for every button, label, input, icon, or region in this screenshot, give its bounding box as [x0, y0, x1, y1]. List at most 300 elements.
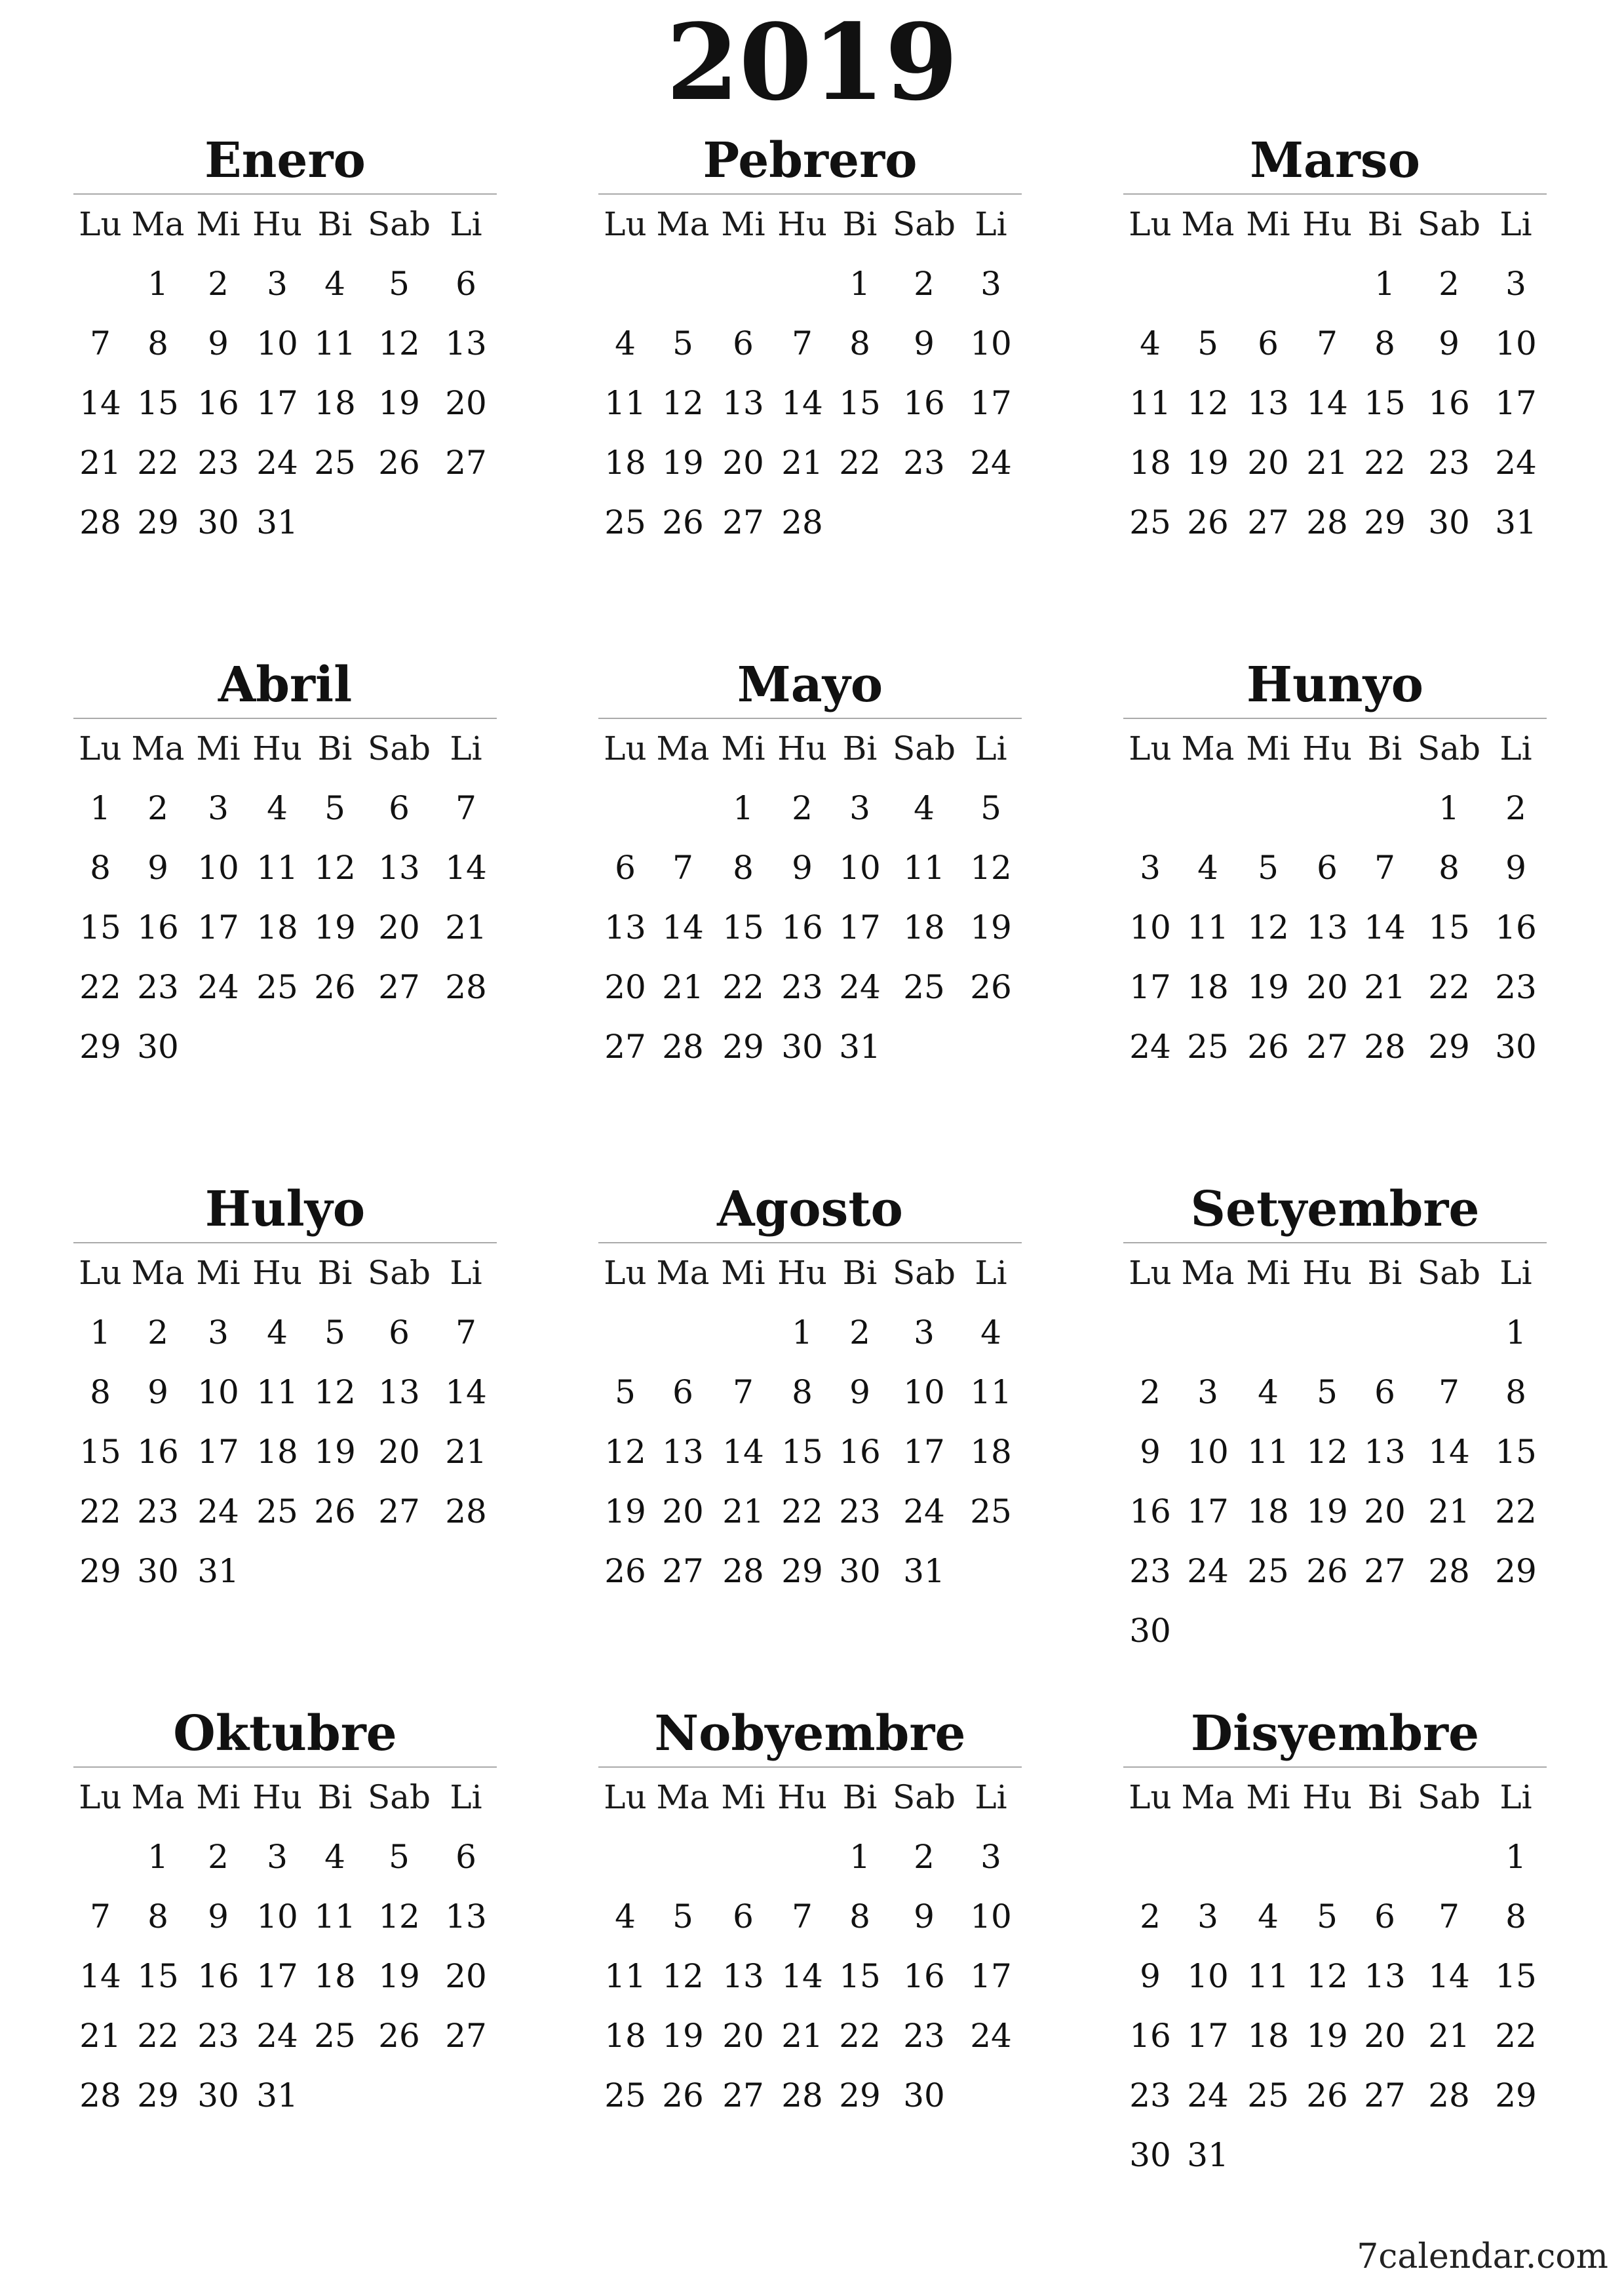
day-cell: 21 — [722, 1492, 764, 1530]
weekday-header: Mi — [196, 205, 241, 243]
day-cell: 6 — [1317, 849, 1338, 887]
day-cell: 7 — [1439, 1897, 1460, 1936]
day-cell: 13 — [722, 1957, 764, 1995]
day-cell: 17 — [970, 1957, 1012, 1995]
day-cell: 26 — [378, 2017, 420, 2055]
weekday-header: Li — [450, 1254, 482, 1292]
day-cell: 23 — [137, 1492, 179, 1530]
day-cell: 28 — [662, 1028, 704, 1066]
day-cell: 22 — [137, 2017, 179, 2055]
day-cell: 27 — [722, 503, 764, 541]
day-cell: 27 — [662, 1552, 704, 1590]
day-cell: 21 — [1364, 968, 1406, 1006]
day-cell: 23 — [197, 2017, 239, 2055]
day-cell: 16 — [1495, 908, 1537, 946]
weekday-header: Hu — [1302, 730, 1352, 768]
weekday-header: Lu — [79, 205, 122, 243]
day-cell: 29 — [722, 1028, 764, 1066]
day-cell: 25 — [1129, 503, 1171, 541]
weekday-header: Sab — [1417, 205, 1481, 243]
day-cell: 19 — [1247, 968, 1289, 1006]
day-cell: 26 — [1306, 1552, 1348, 1590]
weekday-header: Hu — [252, 205, 302, 243]
day-cell: 2 — [1439, 265, 1460, 303]
day-cell: 24 — [970, 2017, 1012, 2055]
day-cell: 12 — [662, 384, 704, 422]
day-cell: 26 — [604, 1552, 646, 1590]
weekday-header: Ma — [1181, 730, 1235, 768]
weekday-header: Mi — [721, 1778, 765, 1816]
day-cell: 30 — [781, 1028, 823, 1066]
day-cell: 8 — [792, 1373, 813, 1411]
day-cell: 30 — [1129, 1612, 1171, 1650]
day-cell: 7 — [1439, 1373, 1460, 1411]
weekday-header: Ma — [131, 730, 185, 768]
day-cell: 18 — [1187, 968, 1229, 1006]
day-cell: 27 — [378, 968, 420, 1006]
day-cell: 3 — [1197, 1897, 1218, 1936]
day-cell: 5 — [672, 324, 693, 362]
day-cell-empty — [652, 1827, 714, 1887]
day-cell: 28 — [1364, 1028, 1406, 1066]
weekday-header: Hu — [252, 1254, 302, 1292]
day-cell: 27 — [445, 2017, 487, 2055]
day-cell: 1 — [90, 789, 111, 827]
weekday-header: Sab — [367, 1778, 431, 1816]
day-cell-empty — [652, 254, 714, 314]
weekday-header: Sab — [892, 205, 956, 243]
day-cell: 16 — [137, 1433, 179, 1471]
day-cell: 14 — [722, 1433, 764, 1471]
day-cell: 20 — [445, 384, 487, 422]
day-cell: 22 — [1495, 1492, 1537, 1530]
weekday-header: Mi — [1246, 730, 1290, 768]
day-cell-empty — [1239, 1827, 1298, 1887]
day-cell: 24 — [1187, 2076, 1229, 2114]
day-cell: 5 — [615, 1373, 636, 1411]
day-cell: 15 — [79, 1433, 121, 1471]
day-cell: 12 — [1306, 1433, 1348, 1471]
month-name: Disyembre — [1123, 1701, 1547, 1768]
day-cell: 13 — [662, 1433, 704, 1471]
day-cell: 12 — [604, 1433, 646, 1471]
weekday-header: Bi — [1367, 1254, 1402, 1292]
day-cell: 3 — [849, 789, 870, 827]
weekday-header: Sab — [892, 1254, 956, 1292]
day-cell: 7 — [90, 324, 111, 362]
day-cell: 27 — [1306, 1028, 1348, 1066]
day-cell: 9 — [914, 324, 935, 362]
day-cell: 10 — [197, 849, 239, 887]
day-cell-empty — [1298, 254, 1357, 314]
day-cell: 17 — [197, 908, 239, 946]
month-enero — [73, 128, 497, 553]
weekday-header: Hu — [777, 205, 827, 243]
day-cell: 21 — [1428, 1492, 1470, 1530]
day-cell-empty — [598, 1827, 652, 1887]
weekday-header: Li — [450, 730, 482, 768]
day-cell: 3 — [914, 1313, 935, 1352]
day-cell-empty — [1123, 1827, 1177, 1887]
month-nobyembre — [598, 1701, 1022, 2126]
day-cell: 16 — [1129, 1492, 1171, 1530]
day-cell: 24 — [256, 444, 298, 482]
day-cell: 30 — [1495, 1028, 1537, 1066]
day-cell: 17 — [1129, 968, 1171, 1006]
day-cell: 28 — [445, 1492, 487, 1530]
weekday-header: Li — [1499, 1254, 1532, 1292]
day-cell: 15 — [1428, 908, 1470, 946]
day-cell: 26 — [662, 503, 704, 541]
day-cell: 6 — [389, 789, 410, 827]
weekday-header: Li — [450, 205, 482, 243]
day-cell: 15 — [137, 1957, 179, 1995]
weekday-header: Mi — [721, 1254, 765, 1292]
day-cell-empty — [773, 254, 832, 314]
day-cell: 31 — [1495, 503, 1537, 541]
day-cell: 29 — [1495, 1552, 1537, 1590]
day-cell: 19 — [378, 384, 420, 422]
month-grid — [73, 1243, 497, 1601]
day-cell: 8 — [147, 1897, 168, 1936]
day-cell: 17 — [1187, 1492, 1229, 1530]
day-cell: 5 — [1317, 1373, 1338, 1411]
day-cell: 19 — [1306, 2017, 1348, 2055]
day-cell: 17 — [197, 1433, 239, 1471]
day-cell: 2 — [1505, 789, 1526, 827]
day-cell-empty — [73, 254, 127, 314]
weekday-header: Bi — [317, 1254, 353, 1292]
day-cell: 7 — [1374, 849, 1395, 887]
day-cell-empty — [1239, 1303, 1298, 1363]
weekday-header: Bi — [842, 205, 878, 243]
day-cell-empty — [598, 1303, 652, 1363]
day-cell: 29 — [79, 1028, 121, 1066]
day-cell: 8 — [1505, 1373, 1526, 1411]
day-cell: 19 — [314, 1433, 356, 1471]
day-cell: 14 — [1306, 384, 1348, 422]
day-cell: 25 — [256, 1492, 298, 1530]
day-cell: 11 — [604, 1957, 646, 1995]
day-cell: 1 — [1505, 1838, 1526, 1876]
day-cell: 3 — [208, 789, 229, 827]
day-cell: 24 — [1187, 1552, 1229, 1590]
day-cell: 17 — [1495, 384, 1537, 422]
day-cell: 18 — [314, 384, 356, 422]
month-disyembre — [1123, 1701, 1547, 2185]
day-cell: 16 — [1428, 384, 1470, 422]
weekday-header: Ma — [656, 205, 710, 243]
day-cell: 14 — [445, 849, 487, 887]
day-cell: 13 — [1247, 384, 1289, 422]
month-oktubre — [73, 1701, 497, 2126]
day-cell: 10 — [1129, 908, 1171, 946]
day-cell: 3 — [1197, 1373, 1218, 1411]
day-cell: 31 — [903, 1552, 945, 1590]
day-cell: 14 — [1364, 908, 1406, 946]
weekday-header: Ma — [1181, 205, 1235, 243]
weekday-header: Mi — [721, 730, 765, 768]
day-cell: 17 — [256, 384, 298, 422]
day-cell: 10 — [1187, 1957, 1229, 1995]
day-cell: 4 — [615, 1897, 636, 1936]
weekday-header: Mi — [1246, 1778, 1290, 1816]
month-name: Hulyo — [73, 1177, 497, 1243]
day-cell: 7 — [792, 324, 813, 362]
weekday-header: Bi — [1367, 205, 1402, 243]
day-cell: 24 — [1495, 444, 1537, 482]
day-cell: 29 — [781, 1552, 823, 1590]
footer-site: 7calendar.com — [1357, 2237, 1608, 2276]
month-name: Marso — [1123, 128, 1547, 195]
weekday-header: Sab — [367, 205, 431, 243]
month-name: Hunyo — [1123, 652, 1547, 719]
day-cell: 9 — [1140, 1957, 1161, 1995]
day-cell: 9 — [208, 324, 229, 362]
weekday-header: Li — [450, 1778, 482, 1816]
day-cell: 12 — [1306, 1957, 1348, 1995]
weekday-header: Sab — [1417, 1778, 1481, 1816]
weekday-header: Ma — [1181, 1254, 1235, 1292]
day-cell: 9 — [208, 1897, 229, 1936]
day-cell: 25 — [314, 444, 356, 482]
day-cell: 26 — [662, 2076, 704, 2114]
weekday-header: Sab — [367, 1254, 431, 1292]
day-cell-empty — [1177, 1303, 1239, 1363]
day-cell: 7 — [1317, 324, 1338, 362]
day-cell: 6 — [733, 324, 754, 362]
day-cell: 30 — [197, 503, 239, 541]
day-cell: 21 — [79, 444, 121, 482]
day-cell: 15 — [1495, 1957, 1537, 1995]
day-cell: 18 — [1247, 1492, 1289, 1530]
day-cell: 24 — [1129, 1028, 1171, 1066]
weekday-header: Ma — [131, 205, 185, 243]
weekday-header: Lu — [79, 1778, 122, 1816]
day-cell: 28 — [79, 2076, 121, 2114]
day-cell: 25 — [1247, 1552, 1289, 1590]
weekday-header: Lu — [1129, 205, 1172, 243]
day-cell: 29 — [137, 2076, 179, 2114]
day-cell: 2 — [208, 1838, 229, 1876]
day-cell: 13 — [378, 1373, 420, 1411]
day-cell: 27 — [378, 1492, 420, 1530]
day-cell: 22 — [722, 968, 764, 1006]
day-cell-empty — [1123, 779, 1177, 838]
day-cell: 5 — [389, 265, 410, 303]
day-cell: 18 — [314, 1957, 356, 1995]
day-cell: 13 — [1364, 1433, 1406, 1471]
day-cell: 30 — [137, 1028, 179, 1066]
day-cell: 10 — [256, 1897, 298, 1936]
day-cell-empty — [1177, 779, 1239, 838]
day-cell: 5 — [389, 1838, 410, 1876]
weekday-header: Hu — [252, 1778, 302, 1816]
day-cell: 17 — [970, 384, 1012, 422]
day-cell: 22 — [839, 2017, 881, 2055]
day-cell: 1 — [792, 1313, 813, 1352]
day-cell: 8 — [147, 324, 168, 362]
day-cell: 28 — [722, 1552, 764, 1590]
day-cell: 11 — [256, 849, 298, 887]
day-cell: 30 — [1428, 503, 1470, 541]
day-cell: 30 — [839, 1552, 881, 1590]
weekday-header: Li — [1499, 1778, 1532, 1816]
day-cell: 8 — [1374, 324, 1395, 362]
day-cell: 19 — [604, 1492, 646, 1530]
month-pebrero — [598, 128, 1022, 553]
day-cell-empty — [73, 1827, 127, 1887]
day-cell: 1 — [1439, 789, 1460, 827]
day-cell: 7 — [455, 1313, 476, 1352]
month-grid — [73, 195, 497, 553]
day-cell: 15 — [1495, 1433, 1537, 1471]
day-cell: 27 — [604, 1028, 646, 1066]
day-cell: 7 — [672, 849, 693, 887]
weekday-header: Li — [975, 1778, 1007, 1816]
day-cell: 31 — [256, 2076, 298, 2114]
day-cell: 7 — [90, 1897, 111, 1936]
day-cell: 1 — [147, 1838, 168, 1876]
day-cell: 13 — [1364, 1957, 1406, 1995]
day-cell: 2 — [914, 265, 935, 303]
day-cell: 15 — [79, 908, 121, 946]
day-cell: 4 — [1197, 849, 1218, 887]
day-cell: 28 — [79, 503, 121, 541]
day-cell: 8 — [733, 849, 754, 887]
day-cell: 3 — [267, 265, 288, 303]
day-cell: 14 — [1428, 1433, 1470, 1471]
day-cell: 22 — [79, 968, 121, 1006]
day-cell: 3 — [980, 1838, 1001, 1876]
month-name: Mayo — [598, 652, 1022, 719]
day-cell: 20 — [445, 1957, 487, 1995]
day-cell: 2 — [849, 1313, 870, 1352]
day-cell: 20 — [662, 1492, 704, 1530]
day-cell: 22 — [781, 1492, 823, 1530]
weekday-header: Li — [1499, 205, 1532, 243]
day-cell: 10 — [839, 849, 881, 887]
day-cell: 5 — [1258, 849, 1279, 887]
weekday-header: Sab — [892, 1778, 956, 1816]
month-grid — [598, 719, 1022, 1077]
day-cell: 31 — [839, 1028, 881, 1066]
day-cell: 23 — [903, 444, 945, 482]
year-title: 2019 — [666, 1, 958, 124]
day-cell-empty — [1357, 1827, 1413, 1887]
day-cell: 18 — [256, 1433, 298, 1471]
day-cell: 23 — [781, 968, 823, 1006]
day-cell: 15 — [137, 384, 179, 422]
day-cell: 7 — [792, 1897, 813, 1936]
day-cell: 30 — [197, 2076, 239, 2114]
month-name: Setyembre — [1123, 1177, 1547, 1243]
day-cell: 2 — [1140, 1373, 1161, 1411]
day-cell: 3 — [980, 265, 1001, 303]
day-cell: 30 — [137, 1552, 179, 1590]
day-cell: 12 — [1247, 908, 1289, 946]
day-cell: 20 — [722, 444, 764, 482]
day-cell: 18 — [604, 444, 646, 482]
day-cell: 22 — [79, 1492, 121, 1530]
weekday-header: Hu — [777, 730, 827, 768]
day-cell: 26 — [1306, 2076, 1348, 2114]
day-cell: 15 — [722, 908, 764, 946]
day-cell: 12 — [314, 1373, 356, 1411]
day-cell: 14 — [79, 384, 121, 422]
day-cell: 19 — [662, 444, 704, 482]
day-cell: 28 — [1428, 2076, 1470, 2114]
day-cell-empty — [1239, 254, 1298, 314]
day-cell: 25 — [314, 2017, 356, 2055]
month-name: Nobyembre — [598, 1701, 1022, 1768]
day-cell: 5 — [672, 1897, 693, 1936]
day-cell: 4 — [914, 789, 935, 827]
month-name: Oktubre — [73, 1701, 497, 1768]
day-cell: 20 — [722, 2017, 764, 2055]
day-cell: 14 — [781, 1957, 823, 1995]
day-cell: 20 — [1364, 1492, 1406, 1530]
day-cell: 14 — [1428, 1957, 1470, 1995]
day-cell: 10 — [1187, 1433, 1229, 1471]
day-cell: 17 — [256, 1957, 298, 1995]
weekday-header: Hu — [1302, 1254, 1352, 1292]
day-cell: 19 — [1306, 1492, 1348, 1530]
day-cell-empty — [1298, 1827, 1357, 1887]
day-cell: 4 — [324, 265, 345, 303]
day-cell: 1 — [147, 265, 168, 303]
day-cell: 27 — [1364, 2076, 1406, 2114]
day-cell: 9 — [792, 849, 813, 887]
weekday-header: Bi — [842, 1778, 878, 1816]
day-cell: 6 — [389, 1313, 410, 1352]
day-cell: 11 — [256, 1373, 298, 1411]
day-cell: 8 — [849, 1897, 870, 1936]
day-cell: 8 — [1439, 849, 1460, 887]
weekday-header: Mi — [1246, 205, 1290, 243]
weekday-header: Lu — [604, 730, 647, 768]
weekday-header: Ma — [656, 1254, 710, 1292]
day-cell: 11 — [604, 384, 646, 422]
month-name: Agosto — [598, 1177, 1022, 1243]
day-cell: 1 — [90, 1313, 111, 1352]
day-cell: 26 — [314, 1492, 356, 1530]
day-cell: 4 — [1258, 1373, 1279, 1411]
weekday-header: Mi — [196, 1254, 241, 1292]
day-cell: 22 — [1495, 2017, 1537, 2055]
day-cell: 1 — [1505, 1313, 1526, 1352]
day-cell: 4 — [1258, 1897, 1279, 1936]
day-cell: 11 — [970, 1373, 1012, 1411]
day-cell-empty — [1298, 779, 1357, 838]
day-cell: 22 — [1364, 444, 1406, 482]
day-cell: 16 — [197, 384, 239, 422]
day-cell: 6 — [1374, 1373, 1395, 1411]
day-cell: 9 — [1505, 849, 1526, 887]
day-cell: 25 — [903, 968, 945, 1006]
weekday-header: Ma — [1181, 1778, 1235, 1816]
day-cell: 15 — [839, 1957, 881, 1995]
weekday-header: Lu — [1129, 730, 1172, 768]
day-cell: 11 — [1129, 384, 1171, 422]
month-marso — [1123, 128, 1547, 553]
weekday-header: Mi — [721, 205, 765, 243]
day-cell: 25 — [604, 2076, 646, 2114]
day-cell: 19 — [662, 2017, 704, 2055]
day-cell: 3 — [267, 1838, 288, 1876]
day-cell: 31 — [1187, 2136, 1229, 2174]
day-cell: 24 — [197, 968, 239, 1006]
